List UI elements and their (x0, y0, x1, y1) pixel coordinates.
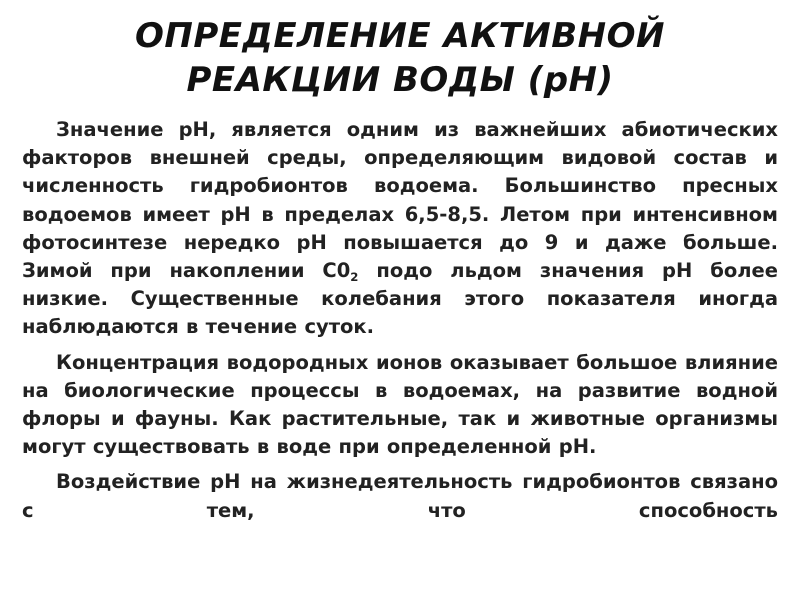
paragraph-hydrogen-ions: Концентрация водородных ионов оказывает большое влияние на биологические процессы в водоемах, на развитие водной флоры и фауны. Как растительные, так и животные организмы могут существовать в воде при определенной рН. (22, 350, 778, 459)
title-line-1: ОПРЕДЕЛЕНИЕ АКТИВНОЙ (135, 16, 665, 56)
paragraph-ph-importance (22, 116, 778, 342)
title-line-2: РЕАКЦИИ ВОДЫ (pH) (186, 60, 614, 100)
paragraph-ph-effect: Воздействие рН на жизнедеятельность гидробионтов связано с тем, что способность (22, 470, 778, 522)
paragraph-1-text-a: Значение рН, является одним из важнейших абиотических факторов внешней среды, определяющим видовой состав и численность гидробионтов водоема. Большинство пресных водоемов имеет рН в пределах 6,5-8,5. Летом при интенсивном фотосинтезе нередко рН повышается до 9 и даже больше. Зимой при накоплении С0 (22, 118, 778, 283)
paragraph-1-text-b: подо льдом значения рН более низкие. Существенные колебания этого показателя иногда наблюдаются в течение суток. (22, 259, 778, 339)
slide-body (22, 116, 778, 532)
co2-subscript: 2 (350, 270, 359, 285)
slide-title (40, 14, 760, 102)
